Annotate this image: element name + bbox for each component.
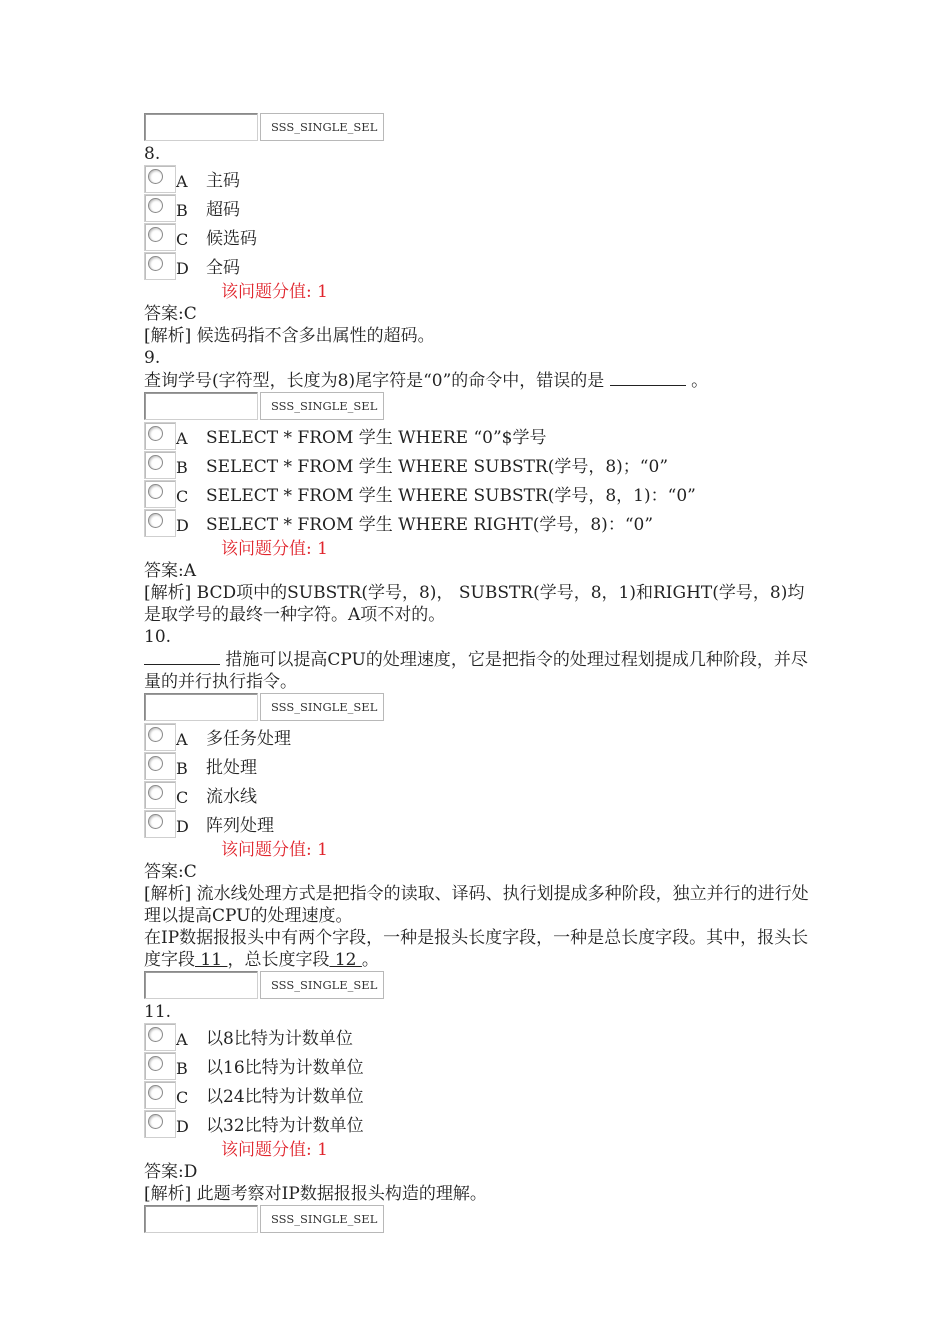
option-d[interactable] (144, 509, 809, 538)
option-text: 批处理 (206, 758, 257, 778)
option-b[interactable] (144, 752, 809, 781)
radio-button[interactable] (144, 480, 176, 508)
option-c[interactable] (144, 781, 809, 810)
option-d[interactable] (144, 252, 809, 281)
option-text: 以8比特为计数单位 (206, 1029, 353, 1049)
option-c[interactable] (144, 1081, 809, 1110)
option-text: 多任务处理 (206, 729, 291, 749)
option-a[interactable] (144, 1023, 809, 1052)
question-11 (144, 1001, 809, 1235)
answer-input[interactable] (144, 113, 258, 141)
explanation-text: [解析] BCD项中的SUBSTR(学号，8)， SUBSTR(学号，8，1)和RIGHT(学号，8)均是取学号的最终一种字符。A项不对的。 (144, 583, 805, 625)
explanation-text: [解析] 候选码指不含多出属性的超码。 (144, 326, 435, 346)
question-8 (144, 143, 809, 347)
exam-page (144, 113, 809, 1235)
radio-circle-icon (148, 1085, 163, 1100)
question-9 (144, 347, 809, 626)
answer-field-row (144, 113, 809, 143)
radio-button[interactable] (144, 810, 176, 838)
option-text: 超码 (206, 200, 240, 220)
option-a[interactable] (144, 165, 809, 194)
radio-circle-icon (148, 814, 163, 829)
radio-circle-icon (148, 169, 163, 184)
option-text: SELECT * FROM 学生 WHERE “0”$学号 (206, 428, 547, 448)
field-type-label: SSS_SINGLE_SEL (260, 971, 384, 999)
radio-circle-icon (148, 1027, 163, 1042)
passage-text (144, 927, 809, 971)
option-text: 流水线 (206, 787, 257, 807)
option-letter: C (176, 788, 189, 807)
radio-button[interactable] (144, 781, 176, 809)
score-label: 该问题分值: 1 (221, 282, 328, 302)
option-b[interactable] (144, 451, 809, 480)
answer-input[interactable] (144, 693, 258, 721)
passage-part: ，总长度字段 (227, 950, 330, 970)
answer-field-row (144, 693, 809, 723)
stem-text: 查询学号(字符型，长度为8)尾字符是“0”的命令中，错误的是 (144, 371, 605, 391)
stem-end: 。 (691, 371, 709, 391)
radio-button[interactable] (144, 451, 176, 479)
answer-input[interactable] (144, 971, 258, 999)
question-number: 8. (144, 144, 161, 164)
answer-field-row (144, 1205, 809, 1235)
option-d[interactable] (144, 810, 809, 839)
option-letter: A (176, 172, 188, 191)
score-label: 该问题分值: 1 (221, 1140, 328, 1160)
option-letter: C (176, 1088, 189, 1107)
option-b[interactable] (144, 194, 809, 223)
option-text: SELECT * FROM 学生 WHERE RIGHT(学号，8)：“0” (206, 515, 654, 535)
option-c[interactable] (144, 223, 809, 252)
option-letter: B (176, 1059, 188, 1078)
field-type-label: SSS_SINGLE_SEL (260, 1205, 384, 1233)
question-stem (144, 648, 809, 693)
radio-button[interactable] (144, 252, 176, 280)
radio-circle-icon (148, 455, 163, 470)
passage-part: 。 (361, 950, 379, 970)
radio-button[interactable] (144, 422, 176, 450)
radio-circle-icon (148, 227, 163, 242)
option-text: 以24比特为计数单位 (206, 1087, 364, 1107)
option-text: 阵列处理 (206, 816, 274, 836)
question-10 (144, 626, 809, 1001)
question-number: 9. (144, 348, 161, 368)
radio-circle-icon (148, 426, 163, 441)
option-letter: A (176, 1030, 188, 1049)
radio-circle-icon (148, 484, 163, 499)
option-text: SELECT * FROM 学生 WHERE SUBSTR(学号，8)；“0” (206, 457, 669, 477)
radio-circle-icon (148, 1114, 163, 1129)
radio-circle-icon (148, 756, 163, 771)
radio-button[interactable] (144, 1052, 176, 1080)
option-letter: B (176, 759, 188, 778)
option-c[interactable] (144, 480, 809, 509)
fill-blank (610, 369, 686, 386)
score-label: 该问题分值: 1 (221, 840, 328, 860)
explanation-text: [解析] 流水线处理方式是把指令的读取、译码、执行划提成多种阶段，独立并行的进行处理以提高CPU的处理速度。 (144, 884, 809, 926)
passage-blank-11: 11 (195, 950, 228, 970)
radio-button[interactable] (144, 723, 176, 751)
answer-field-row (144, 971, 809, 1001)
option-letter: C (176, 487, 189, 506)
option-text: 以32比特为计数单位 (206, 1116, 364, 1136)
answer-text: 答案:C (144, 304, 197, 324)
option-text: 全码 (206, 258, 240, 278)
radio-circle-icon (148, 727, 163, 742)
option-letter: D (176, 1117, 189, 1136)
question-number: 11. (144, 1002, 172, 1022)
answer-text: 答案:C (144, 862, 197, 882)
radio-button[interactable] (144, 1023, 176, 1051)
fill-blank (144, 648, 220, 665)
field-type-label: SSS_SINGLE_SEL (260, 113, 384, 141)
answer-input[interactable] (144, 1205, 258, 1233)
radio-button[interactable] (144, 194, 176, 222)
field-type-label: SSS_SINGLE_SEL (260, 392, 384, 420)
radio-button[interactable] (144, 165, 176, 193)
option-a[interactable] (144, 422, 809, 451)
radio-circle-icon (148, 198, 163, 213)
answer-text: 答案:D (144, 1162, 198, 1182)
radio-circle-icon (148, 1056, 163, 1071)
option-letter: B (176, 201, 188, 220)
option-letter: A (176, 429, 188, 448)
answer-text: 答案:A (144, 561, 197, 581)
field-type-label: SSS_SINGLE_SEL (260, 693, 384, 721)
question-stem (144, 369, 809, 392)
radio-button[interactable] (144, 752, 176, 780)
option-a[interactable] (144, 723, 809, 752)
radio-button[interactable] (144, 1110, 176, 1138)
score-label: 该问题分值: 1 (221, 539, 328, 559)
question-number: 10. (144, 627, 172, 647)
option-b[interactable] (144, 1052, 809, 1081)
stem-text: 措施可以提高CPU的处理速度，它是把指令的处理过程划提成几种阶段，并尽量的并行执行指令。 (144, 650, 808, 692)
option-letter: B (176, 458, 188, 477)
option-text: 主码 (206, 171, 240, 191)
passage-part: 在IP数据报报头中有两个字段，一种是报头长度字段，一种是总长度字段。其中，报头长度字段 (144, 928, 809, 970)
option-letter: D (176, 516, 189, 535)
option-letter: C (176, 230, 189, 249)
option-text: SELECT * FROM 学生 WHERE SUBSTR(学号，8，1)：“0” (206, 486, 696, 506)
answer-input[interactable] (144, 392, 258, 420)
radio-circle-icon (148, 785, 163, 800)
option-letter: A (176, 730, 188, 749)
passage-blank-12: 12 (329, 950, 362, 970)
option-text: 以16比特为计数单位 (206, 1058, 364, 1078)
radio-button[interactable] (144, 223, 176, 251)
radio-button[interactable] (144, 1081, 176, 1109)
option-text: 候选码 (206, 229, 257, 249)
option-letter: D (176, 259, 189, 278)
answer-field-row (144, 392, 809, 422)
option-letter: D (176, 817, 189, 836)
radio-circle-icon (148, 256, 163, 271)
radio-circle-icon (148, 513, 163, 528)
option-d[interactable] (144, 1110, 809, 1139)
explanation-text: [解析] 此题考察对IP数据报报头构造的理解。 (144, 1184, 487, 1204)
radio-button[interactable] (144, 509, 176, 537)
